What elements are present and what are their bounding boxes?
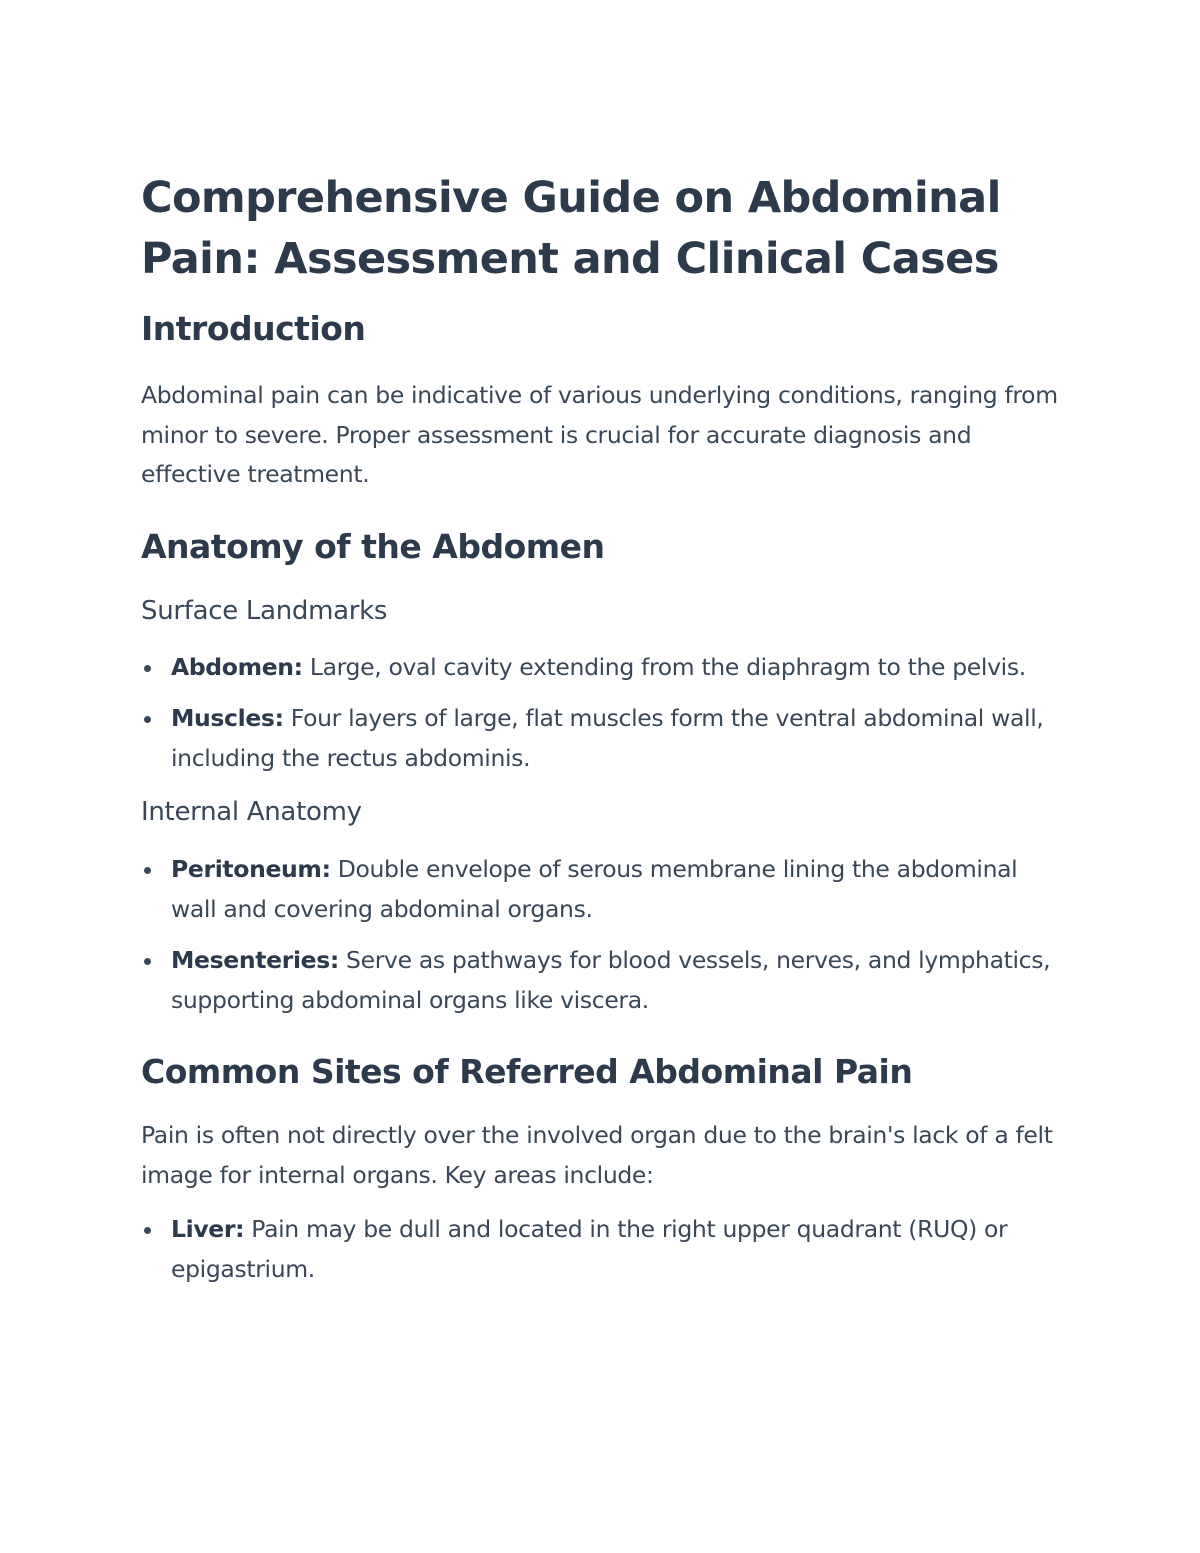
list-item-term: Mesenteries: [171,946,339,974]
list-item-text: Pain may be dull and located in the right upper quadrant (RUQ) or epigastrium. [171,1215,1008,1283]
list-item-term: Abdomen: [171,652,303,681]
bullet-icon [144,716,151,723]
list-item-text: Large, oval cavity extending from the diaphragm to the pelvis. [302,652,1026,681]
list-item [141,1210,1061,1289]
section-heading-referred-pain: Common Sites of Referred Abdominal Pain [141,1052,913,1091]
list-item [141,648,1061,688]
subheading-internal-anatomy: Internal Anatomy [141,797,362,827]
bullet-icon [144,1227,151,1234]
list-item-text: Four layers of large, flat muscles form the ventral abdominal wall, including the rectus abdominis. [171,704,1044,772]
bullet-icon [144,665,151,672]
subheading-surface-landmarks: Surface Landmarks [141,595,388,626]
section-heading-introduction: Introduction [141,309,366,348]
list-item [141,699,1061,778]
introduction-paragraph: Abdominal pain can be indicative of various underlying conditions, ranging from minor to severe. Proper assessment is crucial for accurate diagnosis and effective treatment. [141,381,1058,488]
list-item [141,850,1061,929]
referred-pain-paragraph: Pain is often not directly over the involved organ due to the brain's lack of a felt image for internal organs. Key areas include: [141,1121,1053,1189]
document-page [141,168,1061,1289]
referred-pain-list [141,1210,1061,1289]
internal-anatomy-list [141,850,1061,1020]
list-item-term: Muscles: [171,704,284,732]
page-title: Comprehensive Guide on Abdominal Pain: Assessment and Clinical Cases [141,173,1001,284]
surface-landmarks-list [141,648,1061,779]
bullet-icon [144,867,151,874]
list-item-text: Double envelope of serous membrane lining the abdominal wall and covering abdominal organs. [171,855,1018,923]
bullet-icon [144,958,151,965]
section-heading-anatomy: Anatomy of the Abdomen [141,526,605,566]
list-item [141,941,1061,1020]
list-item-term: Peritoneum: [171,855,331,883]
list-item-text: Serve as pathways for blood vessels, nerves, and lymphatics, supporting abdominal organs like viscera. [171,946,1051,1014]
list-item-term: Liver: [171,1215,245,1243]
